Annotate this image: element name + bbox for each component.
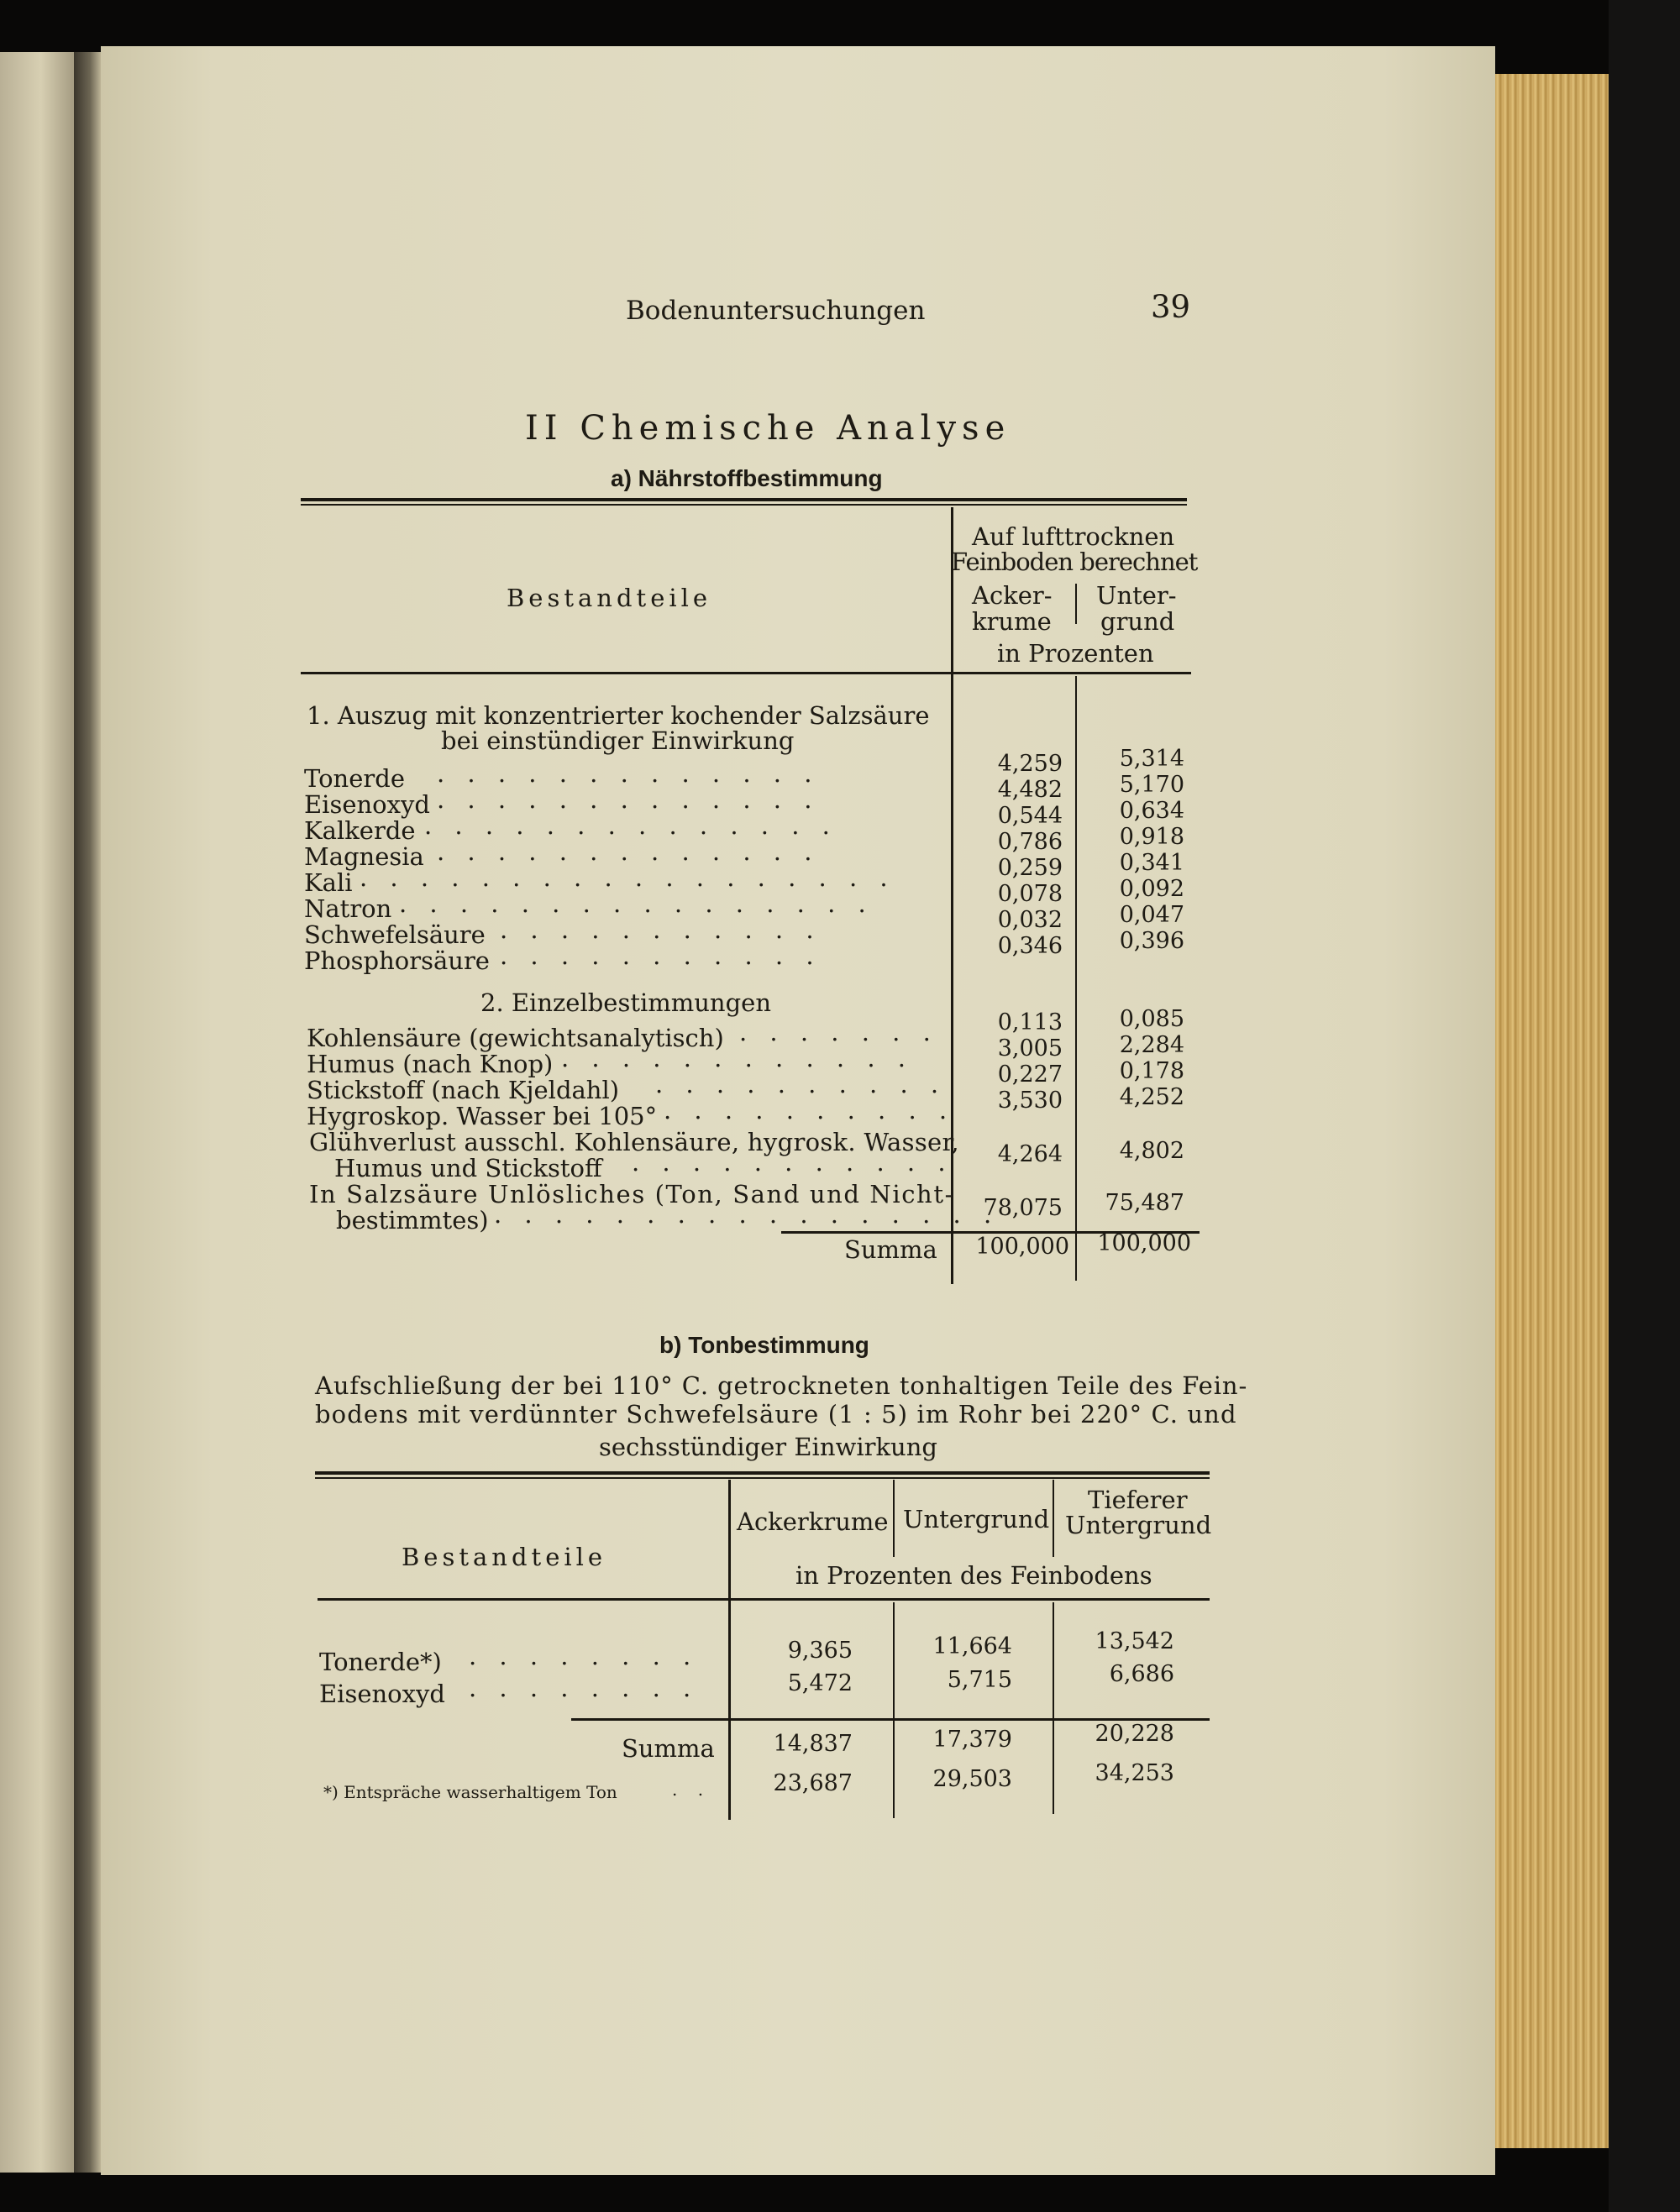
leader-dots: . . . . . . . . . . . . .	[437, 759, 820, 788]
value-ackerkrume: 0,259	[997, 855, 1063, 881]
table-a-head-line2: Feinboden berechnet	[951, 548, 1198, 576]
row-label: Glühverlust ausschl. Kohlensäure, hygrosk. Wasser,	[309, 1128, 959, 1156]
leader-dots: . . . . . . . . . .	[655, 1070, 947, 1098]
leader-dots: . . . . . . . .	[469, 1674, 699, 1702]
value-untergrund: 5,314	[1119, 746, 1184, 772]
leader-dots: . . . . . . . . . . . . . .	[424, 811, 837, 840]
row-label-continued: Humus und Stickstoff	[334, 1154, 602, 1182]
value-ackerkrume: 4,482	[997, 777, 1063, 803]
table-b-col3-l1: Tieferer	[1088, 1486, 1188, 1514]
row-label: Kalkerde	[304, 816, 416, 845]
row-label: Stickstoff (nach Kjeldahl)	[307, 1076, 620, 1104]
table-b-divider-2-head	[893, 1480, 895, 1557]
left-page-edge	[0, 52, 74, 2173]
table-a-col2-l1: Unter-	[1096, 581, 1177, 610]
value-untergrund: 0,634	[1119, 798, 1184, 824]
page-number: 39	[1151, 289, 1191, 325]
footnote: *) Entspräche wasserhaltigem Ton	[323, 1782, 617, 1802]
leader-dots: . . . . . . . . . . .	[632, 1148, 953, 1177]
summa-untergrund: 100,000	[1097, 1230, 1191, 1256]
table-a-summa-label: Summa	[844, 1235, 937, 1264]
value-ackerkrume: 3,005	[997, 1035, 1063, 1061]
value-ackerkrume: 0,786	[997, 829, 1063, 855]
value-untergrund: 4,802	[1119, 1138, 1184, 1164]
value-ackerkrume: 0,346	[997, 933, 1063, 959]
leader-dots: . . . . . . .	[739, 1018, 938, 1046]
table-a-divider-head	[1075, 584, 1077, 624]
leader-dots: . . . . . . . . . . . . .	[437, 785, 820, 814]
table-b-unit: in Prozenten des Feinbodens	[795, 1561, 1152, 1590]
row-label: Phosphorsäure	[304, 946, 490, 975]
row-label: Schwefelsäure	[304, 920, 486, 949]
leader-dots: . . . . . . . . . . . . . . . . .	[494, 1200, 1000, 1229]
leader-dots: . . . . . . . . . .	[664, 1096, 955, 1124]
row-label: Magnesia	[304, 842, 424, 871]
row-label: Kohlensäure (gewichtsanalytisch)	[307, 1024, 724, 1052]
row-label: Humus (nach Knop)	[307, 1050, 554, 1078]
table-a-col1-l2: krume	[972, 607, 1052, 636]
table-b-col2: Untergrund	[903, 1505, 1050, 1533]
row-label: Tonerde*)	[319, 1648, 442, 1676]
value-ackerkrume: 0,078	[997, 881, 1063, 907]
value-ackerkrume: 9,365	[787, 1638, 853, 1664]
section-title: II Chemische Analyse	[525, 409, 1011, 448]
row-label: Natron	[304, 894, 392, 923]
leader-dots: . . . . . . . . . . . . .	[437, 837, 820, 866]
subtitle-a: a) Nährstoffbestimmung	[611, 465, 883, 491]
summa-ackerkrume: 14,837	[773, 1731, 853, 1757]
table-a-header-rule	[301, 672, 1191, 674]
value-untergrund: 0,918	[1119, 824, 1184, 850]
row-label: Tonerde	[304, 764, 405, 793]
table-b-col3-l2: Untergrund	[1065, 1511, 1212, 1539]
summa-ackerkrume: 100,000	[975, 1234, 1069, 1260]
table-a-top-rule	[301, 498, 1187, 501]
table-a-head-line1: Auf lufttrocknen	[972, 522, 1175, 551]
row-label-continued: bestimmtes)	[336, 1206, 489, 1234]
value-ackerkrume: 4,264	[997, 1141, 1063, 1167]
book-cover	[1609, 0, 1680, 2212]
table-b-intro-line1: Aufschließung der bei 110° C. getrockneten tonhaltigen Teile des Fein-	[315, 1371, 1248, 1400]
table-b-divider-3-head	[1053, 1480, 1054, 1557]
footnote-value-tieferer: 34,253	[1095, 1760, 1174, 1786]
value-untergrund: 5,170	[1119, 772, 1184, 798]
footnote-value-untergrund: 29,503	[932, 1766, 1012, 1792]
value-untergrund: 0,085	[1119, 1006, 1184, 1032]
leader-dots: . . . . . . . . . . .	[500, 941, 822, 970]
table-a-unit: in Prozenten	[997, 639, 1154, 668]
table-b-summa-label: Summa	[622, 1734, 715, 1763]
table-b-col1: Ackerkrume	[737, 1507, 889, 1536]
leader-dots: . . . . . . . . . . . .	[561, 1044, 914, 1072]
table-a-group2-heading: 2. Einzelbestimmungen	[480, 988, 772, 1017]
footnote-value-ackerkrume: 23,687	[773, 1770, 853, 1796]
value-ackerkrume: 0,113	[997, 1009, 1063, 1035]
table-a-group1-heading: 1. Auszug mit konzentrierter kochender Salzsäure	[307, 701, 930, 730]
value-untergrund: 75,487	[1105, 1190, 1184, 1216]
row-label: Hygroskop. Wasser bei 105°	[307, 1102, 658, 1130]
book-gutter	[74, 52, 101, 2173]
row-label: In Salzsäure Unlösliches (Ton, Sand und Nicht-	[309, 1180, 954, 1208]
row-label: Eisenoxyd	[304, 790, 430, 819]
table-b-header-rule	[318, 1598, 1210, 1601]
table-a-top-rule-thin	[301, 504, 1187, 506]
value-untergrund: 0,341	[1119, 850, 1184, 876]
table-b-intro-line2: bodens mit verdünnter Schwefelsäure (1 : 5) im Rohr bei 220° C. und	[315, 1400, 1237, 1428]
leader-dots: . .	[672, 1780, 711, 1800]
value-untergrund: 0,092	[1119, 876, 1184, 902]
value-ackerkrume: 4,259	[997, 751, 1063, 777]
summa-tieferer: 20,228	[1095, 1721, 1174, 1747]
table-a-col1-l1: Acker-	[972, 581, 1053, 610]
value-untergrund: 2,284	[1119, 1032, 1184, 1058]
value-untergrund: 0,178	[1119, 1058, 1184, 1084]
table-a-col-label: Bestandteile	[507, 584, 712, 612]
value-untergrund: 4,252	[1119, 1084, 1184, 1110]
value-ackerkrume: 78,075	[983, 1195, 1063, 1221]
table-b-intro-line3: sechsstündiger Einwirkung	[599, 1433, 937, 1461]
value-ackerkrume: 3,530	[997, 1088, 1063, 1114]
running-title: Bodenuntersuchungen	[626, 296, 926, 326]
table-b-top-rule	[315, 1471, 1210, 1475]
table-a-group1-subheading: bei einstündiger Einwirkung	[441, 726, 795, 755]
leader-dots: . . . . . . . . . . .	[500, 915, 822, 944]
value-ackerkrume: 5,472	[787, 1670, 853, 1696]
leader-dots: . . . . . . . .	[469, 1642, 699, 1670]
leader-dots: . . . . . . . . . . . . . . . . . .	[360, 863, 895, 892]
page-edges	[1495, 74, 1609, 2148]
table-a-col2-l2: grund	[1100, 607, 1175, 636]
value-untergrund: 0,396	[1119, 928, 1184, 954]
value-untergrund: 0,047	[1119, 902, 1184, 928]
value-ackerkrume: 0,544	[997, 803, 1063, 829]
table-b-top-rule-thin	[315, 1477, 1210, 1479]
subtitle-b: b) Tonbestimmung	[659, 1332, 869, 1358]
value-untergrund: 11,664	[932, 1633, 1012, 1659]
value-ackerkrume: 0,032	[997, 907, 1063, 933]
row-label: Eisenoxyd	[319, 1680, 445, 1708]
row-label: Kali	[304, 868, 353, 897]
value-ackerkrume: 0,227	[997, 1061, 1063, 1088]
value-untergrund: 5,715	[947, 1667, 1012, 1693]
value-tieferer: 13,542	[1095, 1628, 1174, 1654]
summa-untergrund: 17,379	[932, 1727, 1012, 1753]
leader-dots: . . . . . . . . . . . . . . . .	[399, 889, 874, 918]
table-b-col-label: Bestandteile	[402, 1543, 607, 1571]
value-tieferer: 6,686	[1109, 1661, 1174, 1687]
